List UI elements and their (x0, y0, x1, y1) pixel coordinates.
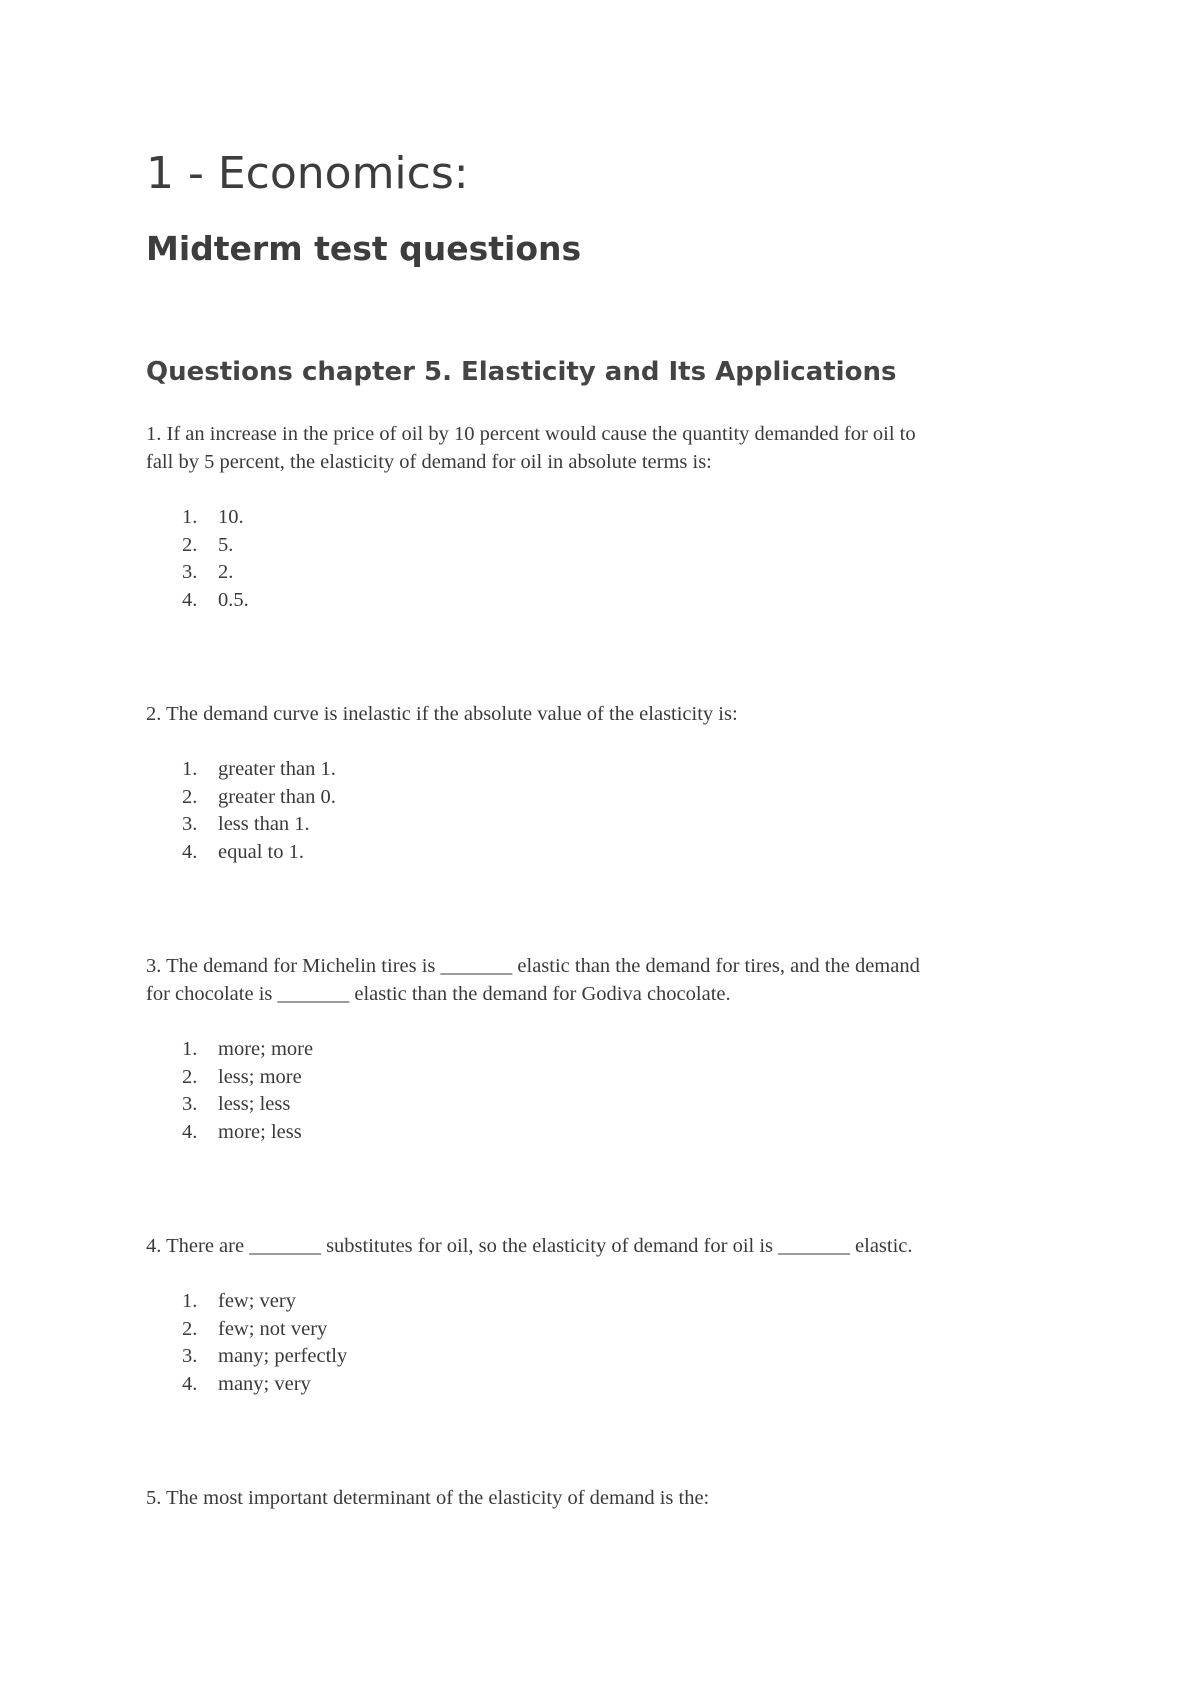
option-number: 1. (182, 506, 198, 528)
option-number: 1. (182, 758, 198, 780)
answer-option (182, 559, 249, 587)
option-number: 4. (182, 841, 198, 864)
option-text: 2. (218, 561, 234, 584)
answer-option (182, 784, 336, 812)
option-text: greater than 1. (218, 758, 336, 780)
option-text: 5. (218, 533, 234, 556)
option-number: 3. (182, 1093, 198, 1116)
option-text: more; more (218, 1038, 314, 1060)
answer-option (182, 1036, 313, 1064)
question-text-line: 1. If an increase in the price of oil by 10 percent would cause the quantity demanded for oil to (146, 423, 916, 445)
option-text: greater than 0. (218, 785, 336, 808)
option-number: 2. (182, 785, 198, 808)
question-text-line: 3. The demand for Michelin tires is _______ elastic than the demand for tires, and the demand (146, 955, 920, 977)
option-number: 3. (182, 1345, 198, 1368)
option-text: more; less (218, 1121, 302, 1144)
answer-options (182, 1036, 313, 1147)
answer-option (182, 532, 249, 560)
option-text: less; more (218, 1065, 302, 1088)
option-number: 2. (182, 1317, 198, 1340)
question-4 (146, 1232, 1066, 1396)
answer-option (182, 1288, 347, 1316)
option-number: 1. (182, 1038, 198, 1060)
question-3 (146, 952, 1066, 1144)
document-subtitle: Midterm test questions (146, 229, 582, 268)
answer-options (182, 756, 336, 867)
answer-option (182, 1064, 313, 1092)
document-title: 1 - Economics: (146, 148, 469, 199)
option-text: less; less (218, 1093, 291, 1116)
question-5 (146, 1484, 1066, 1512)
option-text: equal to 1. (218, 841, 304, 864)
question-1 (146, 420, 1066, 612)
question-text-line: 5. The most important determinant of the elasticity of demand is the: (146, 1487, 710, 1509)
answer-option (182, 1316, 347, 1344)
section-heading: Questions chapter 5. Elasticity and Its Applications (146, 357, 897, 387)
answer-option (182, 839, 336, 867)
option-number: 4. (182, 1373, 198, 1396)
option-text: many; perfectly (218, 1345, 348, 1368)
answer-options (182, 1288, 347, 1399)
option-number: 2. (182, 533, 198, 556)
question-2 (146, 700, 1066, 864)
answer-option (182, 1119, 313, 1147)
option-number: 4. (182, 1121, 198, 1144)
option-number: 3. (182, 561, 198, 584)
answer-option (182, 756, 336, 784)
option-text: many; very (218, 1373, 311, 1396)
answer-options (182, 504, 249, 615)
option-text: few; not very (218, 1317, 328, 1340)
question-text-line: for chocolate is _______ elastic than the demand for Godiva chocolate. (146, 983, 731, 1005)
answer-option (182, 587, 249, 615)
option-text: 10. (218, 506, 244, 528)
option-number: 1. (182, 1290, 198, 1312)
option-text: 0.5. (218, 589, 249, 612)
question-text-line: 4. There are _______ substitutes for oil, so the elasticity of demand for oil is _______ elastic. (146, 1235, 913, 1257)
question-text-line: 2. The demand curve is inelastic if the absolute value of the elasticity is: (146, 703, 738, 725)
option-number: 4. (182, 589, 198, 612)
answer-option (182, 1343, 347, 1371)
question-text-line: fall by 5 percent, the elasticity of demand for oil in absolute terms is: (146, 451, 712, 473)
answer-option (182, 504, 249, 532)
answer-option (182, 1091, 313, 1119)
option-text: less than 1. (218, 813, 310, 836)
answer-option (182, 1371, 347, 1399)
answer-option (182, 811, 336, 839)
option-number: 3. (182, 813, 198, 836)
option-number: 2. (182, 1065, 198, 1088)
option-text: few; very (218, 1290, 296, 1312)
